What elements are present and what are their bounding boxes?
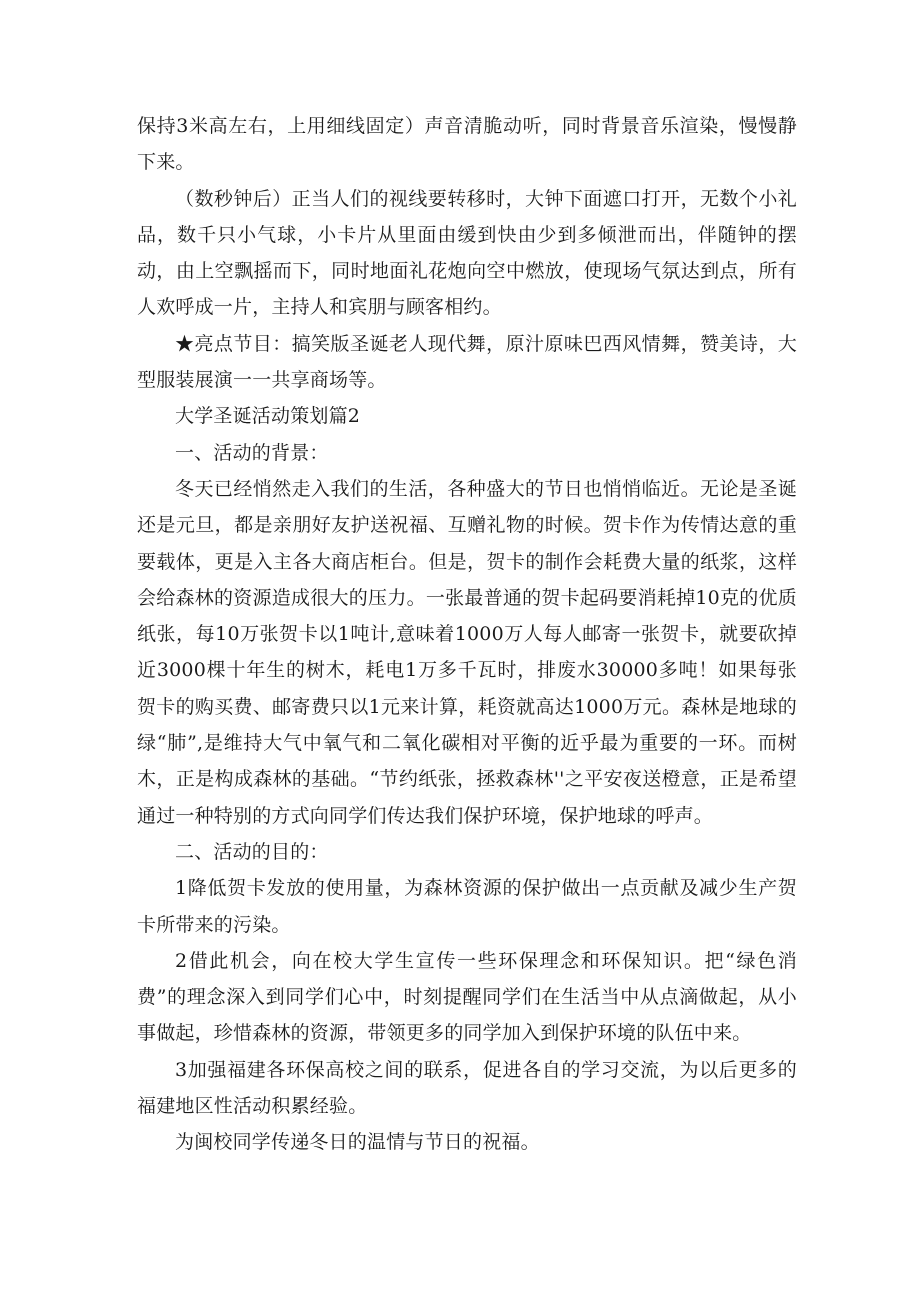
heading-purpose: 二、活动的目的：	[175, 840, 329, 863]
paragraph-highlight-program: ★亮点节目：搞笑版圣诞老人现代舞，原汁原味巴西风情舞，赞美诗，大型服装展演一一共享商场等。	[137, 332, 797, 392]
paragraph-closing: 为闽校同学传递冬日的温情与节日的祝福。	[175, 1131, 540, 1154]
paragraph-purpose-1: 1降低贺卡发放的使用量，为森林资源的保护做出一点贡献及减少生产贺卡所带来的污染。	[137, 877, 797, 936]
paragraph-bell-opening: （数秒钟后）正当人们的视线要转移时，大钟下面遮口打开，无数个小礼品，数千只小气球，小卡片从里面由缓到快由少到多倾泄而出，伴随钟的摆动，由上空飘摇而下，同时地面礼花炮向空中燃放，使现场气氛达到点，所有人欢呼成一片，主持人和宾朋与顾客相约。	[137, 187, 797, 319]
paragraph-purpose-2: 2借此机会，向在校大学生宣传一些环保理念和环保知识。把“绿色消费”的理念深入到同学们心中，时刻提醒同学们在生活当中从点滴做起，从小事做起，珍惜森林的资源，带领更多的同学加入到保护环境的队伍中来。	[137, 949, 797, 1045]
document-page	[137, 108, 797, 1161]
paragraph-background: 冬天已经悄然走入我们的生活，各种盛大的节日也悄悄临近。无论是圣诞还是元旦，都是亲朋好友护送祝福、互赠礼物的时候。贺卡作为传情达意的重要载体，更是入主各大商店柜台。但是，贺卡的制作会耗费大量的纸浆，这样会给森林的资源造成很大的压力。一张最普通的贺卡起码要消耗掉10克的优质纸张，每10万张贺卡以1吨计,意味着1000万人每人邮寄一张贺卡，就要砍掉近3000棵十年生的树木，耗电1万多千瓦时，排废水30000多吨！如果每张贺卡的购买费、邮寄费只以1元来计算，耗资就高达1000万元。森林是地球的绿“肺”,是维持大气中氧气和二氧化碳相对平衡的近乎最为重要的一环。而树木，正是构成森林的基础。“节约纸张，拯救森林''之平安夜送橙意，正是希望通过一种特别的方式向同学们传达我们保护环境，保护地球的呼声。	[137, 477, 797, 827]
heading-background: 一、活动的背景：	[175, 441, 329, 464]
paragraph-purpose-3: 3加强福建各环保高校之间的联系，促进各自的学习交流，为以后更多的福建地区性活动积累经验。	[137, 1058, 797, 1118]
paragraph-continuation: 保持3米高左右，上用细线固定）声音清脆动听，同时背景音乐渲染，慢慢静下来。	[137, 115, 797, 174]
section-title: 大学圣诞活动策划篇2	[175, 405, 361, 428]
